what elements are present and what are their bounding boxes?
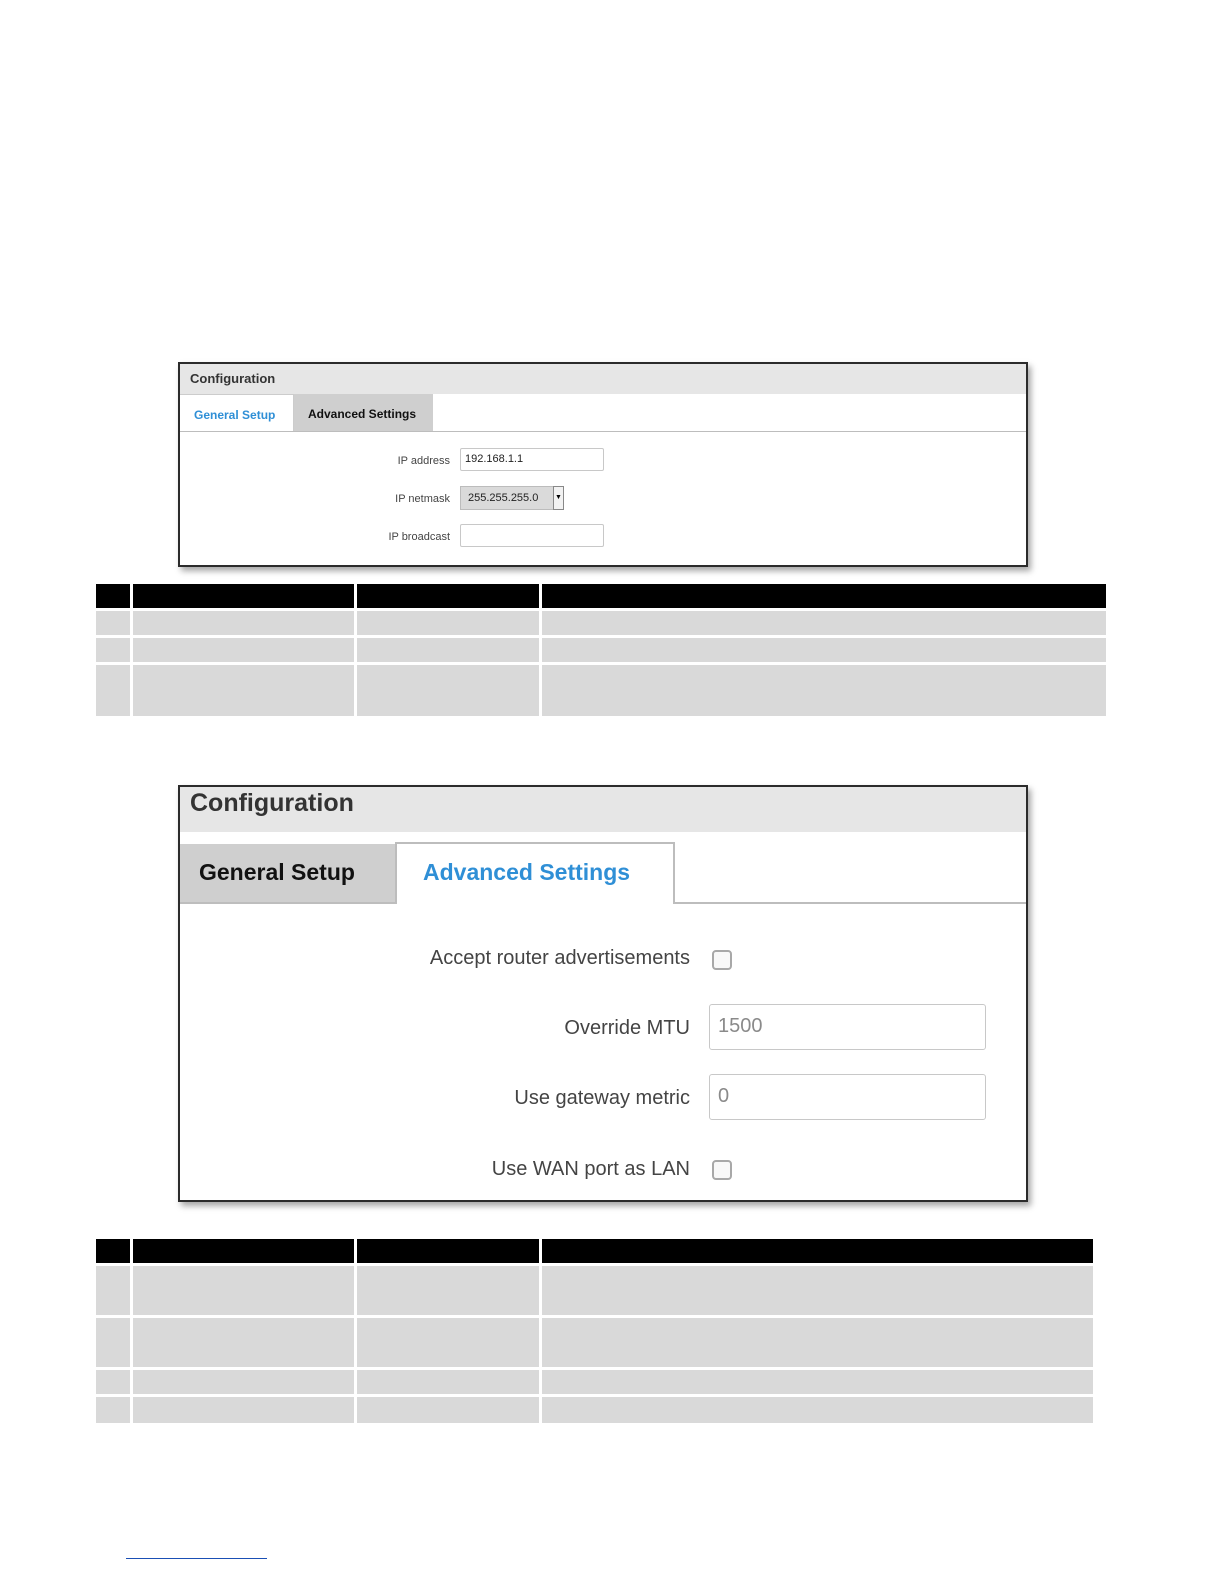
table-row	[96, 610, 1106, 637]
table-row	[96, 1369, 1093, 1396]
ip-address-input[interactable]: 192.168.1.1	[460, 448, 604, 471]
ip-netmask-label: IP netmask	[395, 493, 450, 505]
accept-ra-checkbox[interactable]	[712, 950, 732, 970]
ip-netmask-select[interactable]	[460, 486, 564, 510]
gateway-metric-input[interactable]: 0	[709, 1074, 986, 1120]
ip-broadcast-label: IP broadcast	[388, 531, 450, 543]
chevron-down-icon[interactable]: ▼	[553, 486, 564, 510]
ip-address-label: IP address	[397, 455, 450, 467]
ip-broadcast-input[interactable]	[460, 524, 604, 547]
table-row	[96, 664, 1106, 716]
config-header-title: Configuration	[180, 364, 1026, 394]
tab-general-setup[interactable]: General Setup	[180, 394, 294, 431]
table-row	[96, 1396, 1093, 1423]
tab-advanced-settings[interactable]: Advanced Settings	[395, 842, 675, 904]
accept-ra-label: Accept router advertisements	[429, 947, 690, 969]
override-mtu-label: Override MTU	[564, 1017, 690, 1039]
tab-bar	[180, 394, 1026, 432]
field-table-advanced	[96, 1239, 1093, 1423]
tab-bar	[180, 832, 1026, 904]
table-header-row	[96, 1239, 1093, 1265]
wan-as-lan-checkbox[interactable]	[712, 1160, 732, 1180]
tab-advanced-settings[interactable]: Advanced Settings	[294, 394, 433, 431]
ip-netmask-value: 255.255.255.0	[468, 492, 539, 504]
config-header-title: Configuration	[180, 787, 1026, 832]
gateway-metric-label: Use gateway metric	[514, 1087, 690, 1109]
config-screenshot-general	[178, 362, 1028, 567]
config-screenshot-advanced	[178, 785, 1028, 1202]
wan-as-lan-label: Use WAN port as LAN	[491, 1158, 690, 1180]
table-row	[96, 637, 1106, 664]
table-row	[96, 1317, 1093, 1369]
override-mtu-input[interactable]: 1500	[709, 1004, 986, 1050]
field-table-general	[96, 584, 1106, 716]
table-header-row	[96, 584, 1106, 610]
tab-general-setup[interactable]: General Setup	[180, 844, 395, 902]
footer-link-underline[interactable]	[126, 1558, 267, 1559]
table-row	[96, 1265, 1093, 1317]
